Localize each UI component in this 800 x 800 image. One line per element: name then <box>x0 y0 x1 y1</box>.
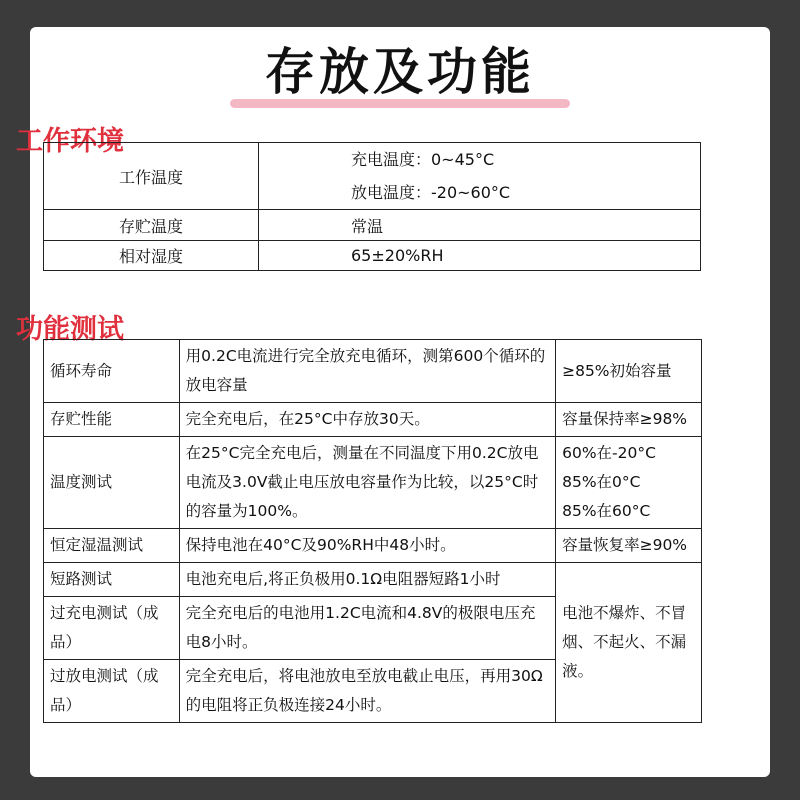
test-item: 恒定湿温测试 <box>44 529 180 563</box>
test-result: 容量保持率≥98% <box>556 403 702 437</box>
test-item: 过充电测试（成品） <box>44 597 180 660</box>
test-result: 容量恢复率≥90% <box>556 529 702 563</box>
test-result: ≥85%初始容量 <box>556 340 702 403</box>
title-block <box>30 35 770 115</box>
result-line: 85%在0°C <box>562 473 641 491</box>
table-row <box>44 437 702 529</box>
value-line: 充电温度：0~45°C <box>351 150 495 169</box>
result-line: 60%在-20°C <box>562 444 656 462</box>
table-row <box>44 403 702 437</box>
test-result <box>556 437 702 529</box>
section-heading-environment: 工作环境 <box>16 126 124 157</box>
test-item: 循环寿命 <box>44 340 180 403</box>
function-test-table <box>43 339 702 723</box>
test-item: 温度测试 <box>44 437 180 529</box>
test-method: 完全充电后，将电池放电至放电截止电压，再用30Ω的电阻将正负极连接24小时。 <box>179 660 555 723</box>
test-item: 短路测试 <box>44 563 180 597</box>
shared-test-result: 电池不爆炸、不冒烟、不起火、不漏液。 <box>556 563 702 723</box>
row-label: 存贮温度 <box>44 210 259 241</box>
test-method: 完全充电后，在25°C中存放30天。 <box>179 403 555 437</box>
row-value: 常温 <box>259 210 701 241</box>
test-method: 电池充电后,将正负极用0.1Ω电阻器短路1小时 <box>179 563 555 597</box>
test-method: 用0.2C电流进行完全放充电循环，测第600个循环的放电容量 <box>179 340 555 403</box>
test-method: 完全充电后的电池用1.2C电流和4.8V的极限电压充电8小时。 <box>179 597 555 660</box>
test-method: 在25°C完全充电后，测量在不同温度下用0.2C放电电流及3.0V截止电压放电容量作为比较，以25°C时的容量为100%。 <box>179 437 555 529</box>
table-row <box>44 143 701 210</box>
environment-table <box>43 142 701 271</box>
table-row <box>44 563 702 597</box>
row-value <box>259 143 701 210</box>
test-item: 过放电测试（成品） <box>44 660 180 723</box>
test-item: 存贮性能 <box>44 403 180 437</box>
row-value: 65±20%RH <box>259 241 701 271</box>
table-row <box>44 241 701 271</box>
result-line: 85%在60°C <box>562 502 651 520</box>
table-row <box>44 529 702 563</box>
value-line: 放电温度：-20~60°C <box>351 183 511 202</box>
section-heading-function-test: 功能测试 <box>16 314 124 345</box>
page-title: 存放及功能 <box>265 43 535 101</box>
row-label: 工作温度 <box>44 143 259 210</box>
test-method: 保持电池在40°C及90%RH中48小时。 <box>179 529 555 563</box>
table-row <box>44 340 702 403</box>
table-row <box>44 210 701 241</box>
row-label: 相对湿度 <box>44 241 259 271</box>
